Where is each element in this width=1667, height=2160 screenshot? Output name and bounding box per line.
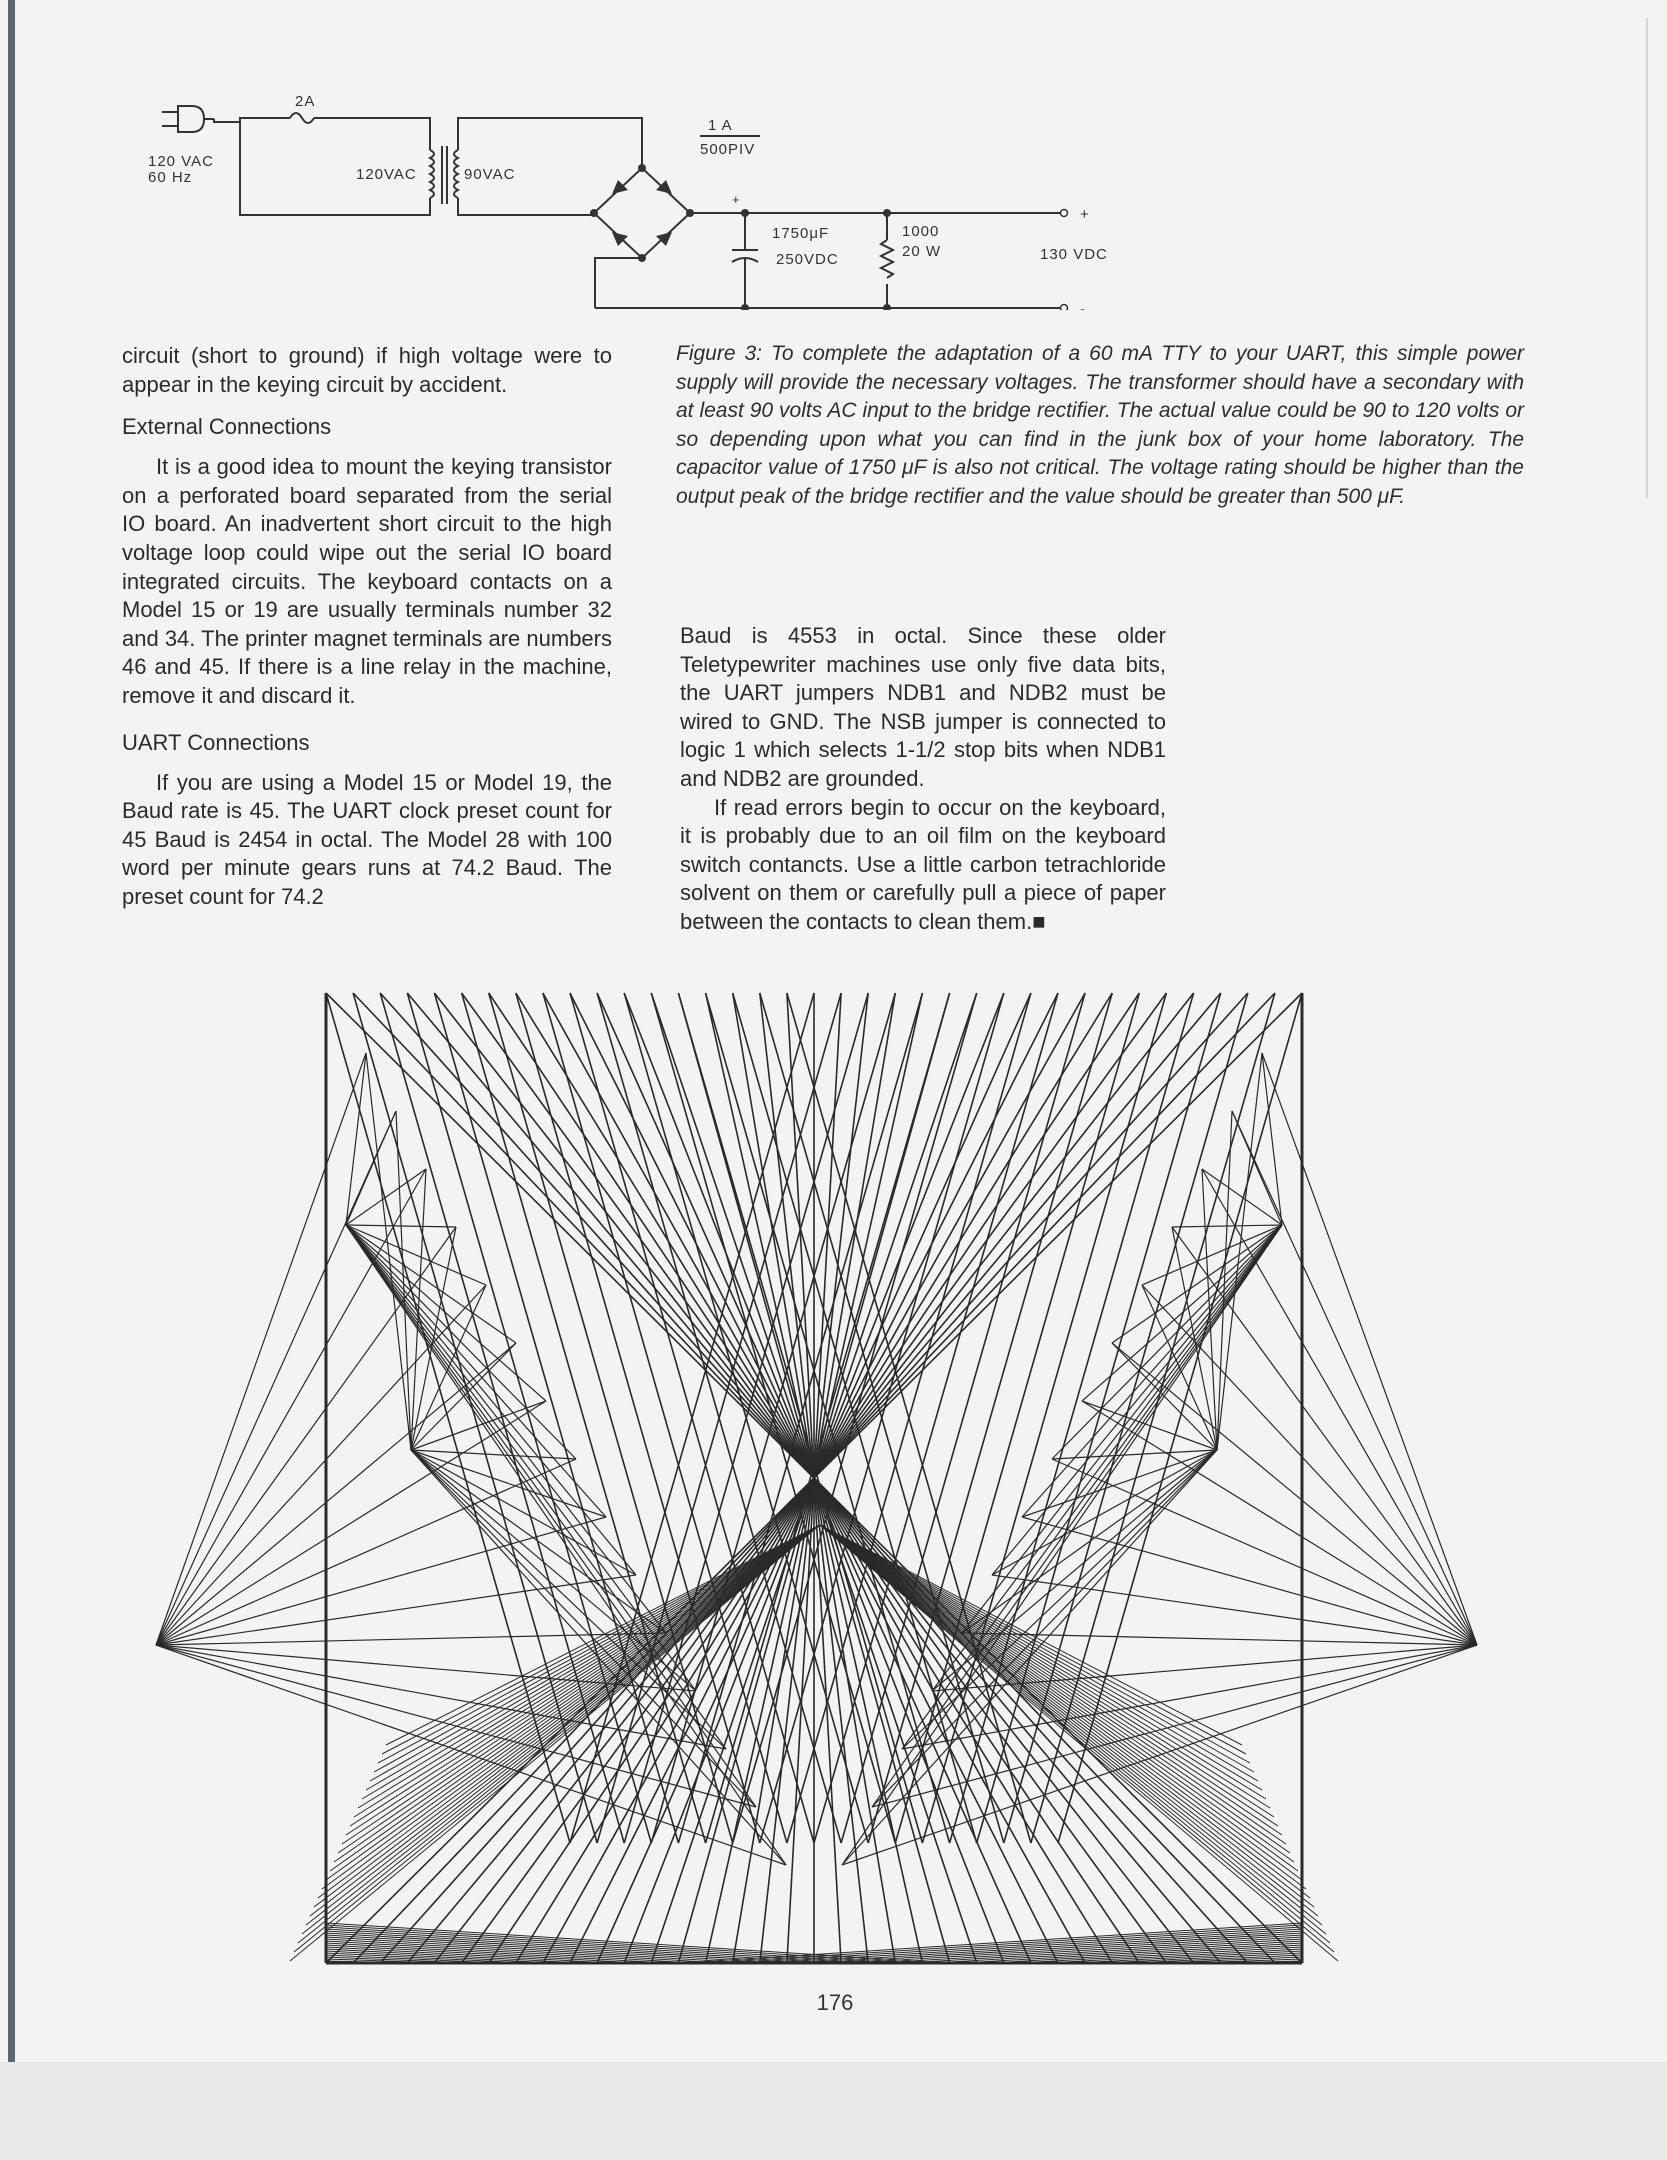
diode-piv-label: 500PIV: [700, 141, 756, 158]
fuse-label: 2A: [295, 93, 316, 110]
right-paragraph-2-text: If read errors begin to occur on the keyboard, it is probably due to an oil film on the keyboard switch contancts. Use a little carbon tetrachloride solvent on them or carefully pull a piece of paper between the contacts to clean them.: [680, 794, 1166, 934]
resistor-value-label: 1000: [902, 223, 940, 240]
end-of-article-mark: ■: [1032, 908, 1046, 934]
right-column: [680, 622, 1166, 937]
input-voltage-label: 120 VAC: [148, 153, 214, 170]
uart-connections-heading: UART Connections: [122, 729, 310, 755]
capacitor-value-label: 1750μF: [772, 225, 830, 242]
string-art-illustration: [130, 985, 1510, 1995]
left-column: [122, 342, 612, 912]
external-connections-paragraph: It is a good idea to mount the keying transistor on a perforated board separated from the serial IO board. An inadvertent short circuit to the high voltage loop could wipe out the serial IO board integrated circuits. The keyboard contacts on a Model 15 or 19 are usually terminals number 32 and 34. The printer magnet terminals are numbers 46 and 45. If there is a line relay in the machine, remove it and discard it.: [122, 454, 612, 708]
power-supply-schematic: [140, 70, 1160, 310]
capacitor-voltage-label: 250VDC: [776, 251, 839, 268]
page-binding: [8, 0, 15, 2062]
external-connections-heading: External Connections: [122, 414, 332, 440]
page-bottom-margin: [0, 2062, 1667, 2160]
page-number: 176: [816, 1990, 854, 2015]
output-voltage-label: 130 VDC: [1040, 246, 1108, 263]
output-plus-label: +: [1080, 206, 1090, 223]
uart-connections-paragraph: If you are using a Model 15 or Model 19, the Baud rate is 45. The UART clock preset count for 45 Baud is 2454 in octal. The Model 28 with 100 word per minute gears runs at 74.2 Baud. The preset count for 74.2: [122, 769, 612, 909]
capacitor-polarity-label: +: [732, 192, 741, 207]
page-edge: [1646, 18, 1648, 498]
left-intro-paragraph: circuit (short to ground) if high voltage were to appear in the keying circuit by accident.: [122, 343, 612, 397]
resistor-power-label: 20 W: [902, 243, 942, 260]
input-frequency-label: 60 Hz: [148, 169, 193, 186]
figure-caption: Figure 3: To complete the adaptation of a 60 mA TTY to your UART, this simple power supply will provide the necessary voltages. The transformer should have a secondary with at least 90 volts AC input to the bridge rectifier. The actual value could be 90 to 120 volts or so depending upon what you can find in the junk box of your home laboratory. The capacitor value of 1750 μF is also not critical. The voltage rating should be higher than the output peak of the bridge rectifier and the value should be greater than 500 μF.: [676, 342, 1524, 508]
output-minus-label: -: [1080, 301, 1086, 310]
right-paragraph-2: [680, 794, 1166, 937]
right-paragraph-1: Baud is 4553 in octal. Since these older Teletypewriter machines use only five data bits, the UART jumpers NDB1 and NDB2 must be wired to GND. The NSB jumper is connected to logic 1 which selects 1-1/2 stop bits when NDB1 and NDB2 are grounded.: [680, 623, 1166, 791]
secondary-voltage-label: 90VAC: [464, 166, 516, 183]
string-art-lines: [156, 993, 1477, 1963]
primary-voltage-label: 120VAC: [356, 166, 417, 183]
diode-current-label: 1 A: [708, 117, 733, 134]
